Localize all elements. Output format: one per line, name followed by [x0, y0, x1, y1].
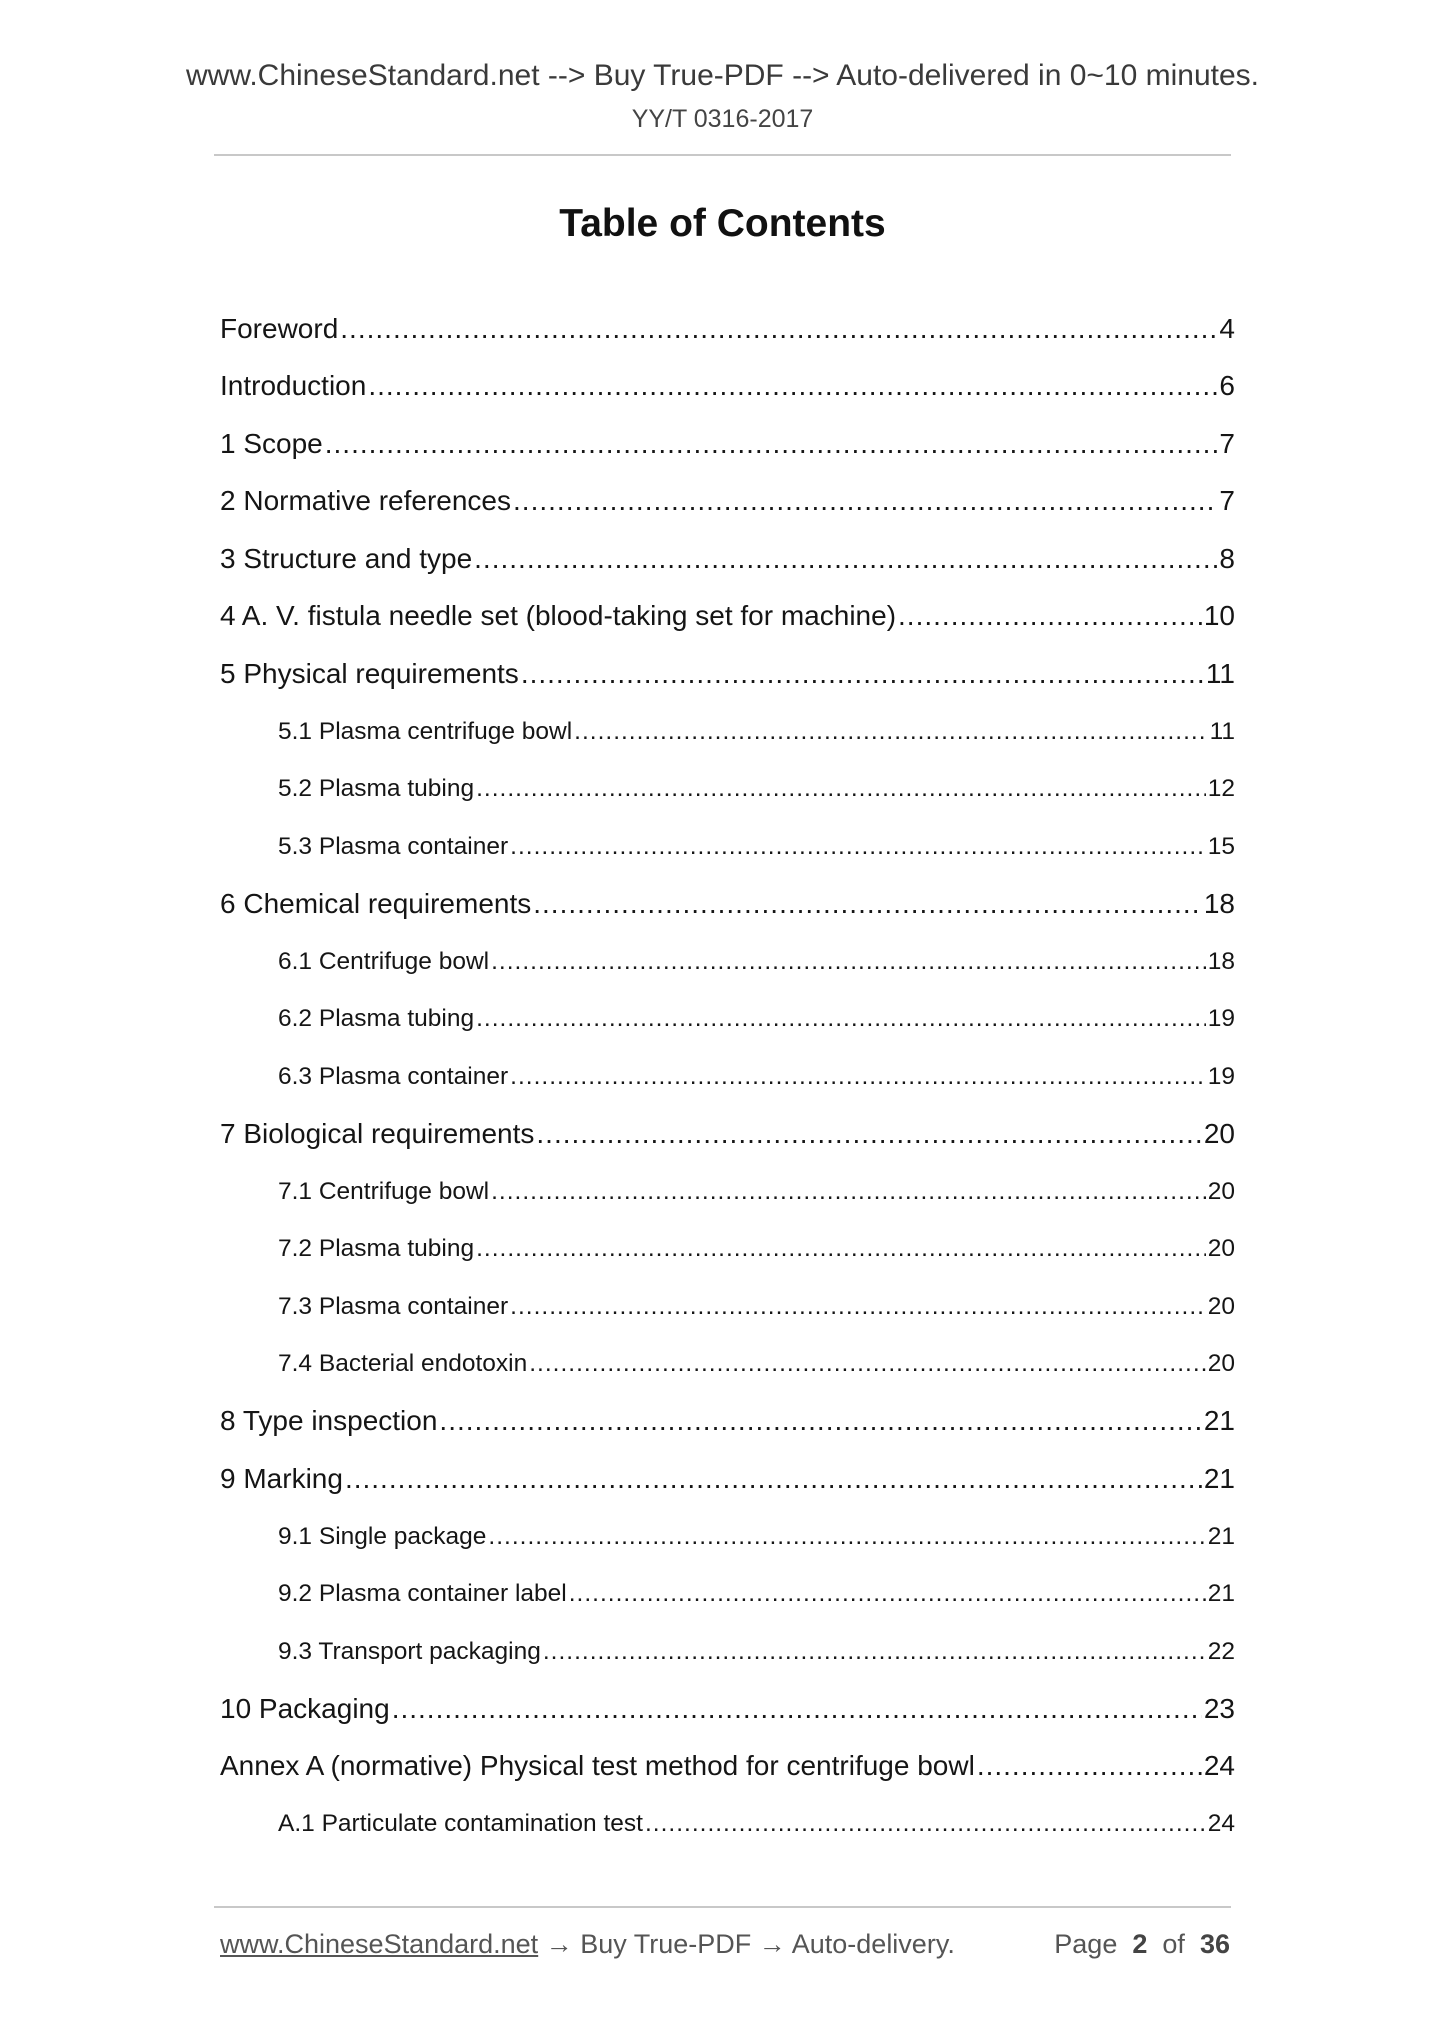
toc-subentry-plasma-tubing[interactable]: [278, 773, 1235, 805]
toc-entry-label: 7.3 Plasma container: [278, 1293, 509, 1320]
footer-promo-text: → Buy True-PDF → Auto-delivery.: [538, 1929, 955, 1959]
toc-leader-dots: [476, 773, 1206, 805]
header-banner: www.ChineseStandard.net --> Buy True-PDF --> Auto-delivered in 0~10 minutes.: [185, 59, 1260, 92]
toc-entry-label: Introduction: [220, 370, 367, 401]
toc-leader-dots: [476, 1233, 1206, 1265]
toc-entry-page: 18: [1207, 948, 1235, 975]
toc-entry-type-inspection[interactable]: [220, 1403, 1235, 1439]
toc-entry-page: 8: [1219, 543, 1235, 574]
of-word: of: [1162, 1929, 1185, 1959]
toc-leader-dots: [325, 426, 1218, 462]
toc-entry-label: 6.2 Plasma tubing: [278, 1005, 475, 1032]
toc-leader-dots: [521, 656, 1204, 692]
toc-subentry-centrifuge-bowl[interactable]: [278, 1176, 1235, 1208]
toc-entry-label: 6.1 Centrifuge bowl: [278, 948, 490, 975]
toc-entry-structure-and-type[interactable]: [220, 541, 1235, 577]
toc-entry-label: 10 Packaging: [220, 1693, 390, 1724]
toc-entry-page: 20: [1207, 1178, 1235, 1205]
toc-leader-dots: [488, 1521, 1205, 1553]
toc-entry-page: 12: [1207, 775, 1235, 802]
toc-entry-label: 4 A. V. fistula needle set (blood-taking set for machine): [220, 600, 897, 631]
toc-entry-page: 21: [1203, 1463, 1235, 1494]
toc-subentry-particulate-contamination-test[interactable]: [278, 1808, 1235, 1840]
toc-entry-label: 6 Chemical requirements: [220, 888, 532, 919]
total-pages-number: 36: [1199, 1929, 1230, 1959]
toc-entry-scope[interactable]: [220, 426, 1235, 462]
toc-entry-page: 19: [1207, 1005, 1235, 1032]
toc-subentry-centrifuge-bowl[interactable]: [278, 946, 1235, 978]
toc-entry-page: 23: [1203, 1693, 1235, 1724]
toc-entry-label: 9.3 Transport packaging: [278, 1638, 541, 1665]
page-title: Table of Contents: [559, 202, 886, 245]
toc-entry-label: 5.2 Plasma tubing: [278, 775, 475, 802]
current-page-number: 2: [1132, 1929, 1148, 1959]
toc-entry-marking[interactable]: [220, 1461, 1235, 1497]
toc-entry-page: 20: [1207, 1293, 1235, 1320]
toc-leader-dots: [645, 1808, 1206, 1840]
toc-entry-label: Annex A (normative) Physical test method for centrifuge bowl: [220, 1750, 975, 1781]
toc-entry-physical-requirements[interactable]: [220, 656, 1235, 692]
toc-entry-page: 20: [1207, 1235, 1235, 1262]
page-indicator: [1054, 1924, 1230, 1964]
toc-entry-page: 4: [1219, 313, 1235, 344]
page-footer: [220, 1924, 1230, 1964]
toc-entry-page: 19: [1207, 1063, 1235, 1090]
toc-leader-dots: [345, 1461, 1202, 1497]
toc-entry-label: 7.1 Centrifuge bowl: [278, 1178, 490, 1205]
toc-leader-dots: [491, 946, 1206, 978]
toc-leader-dots: [392, 1691, 1202, 1727]
toc-subentry-plasma-container[interactable]: [278, 1061, 1235, 1093]
toc-entry-introduction[interactable]: [220, 368, 1235, 404]
document-code: YY/T 0316-2017: [631, 105, 814, 133]
toc-entry-chemical-requirements[interactable]: [220, 886, 1235, 922]
toc-entry-page: 7: [1219, 485, 1235, 516]
toc-leader-dots: [491, 1176, 1206, 1208]
toc-entry-label: 5.3 Plasma container: [278, 833, 509, 860]
toc-entry-page: 10: [1203, 600, 1235, 631]
toc-subentry-plasma-tubing[interactable]: [278, 1233, 1235, 1265]
toc-entry-page: 21: [1207, 1523, 1235, 1550]
toc-entry-page: 11: [1205, 658, 1235, 689]
toc-leader-dots: [569, 1578, 1206, 1610]
toc-entry-label: 3 Structure and type: [220, 543, 473, 574]
toc-leader-dots: [510, 1291, 1206, 1323]
toc-entry-page: 18: [1203, 888, 1235, 919]
toc-entry-label: 5 Physical requirements: [220, 658, 519, 689]
toc-entry-page: 20: [1207, 1350, 1235, 1377]
toc-entry-page: 11: [1209, 718, 1235, 745]
toc-leader-dots: [536, 1116, 1201, 1152]
toc-entry-label: 6.3 Plasma container: [278, 1063, 509, 1090]
toc-entry-foreword[interactable]: [220, 311, 1235, 347]
toc-entry-page: 15: [1207, 833, 1235, 860]
toc-leader-dots: [574, 716, 1207, 748]
toc-leader-dots: [533, 886, 1202, 922]
toc-leader-dots: [476, 1003, 1206, 1035]
toc-entry-label: 8 Type inspection: [220, 1405, 438, 1436]
toc-entry-label: 9 Marking: [220, 1463, 343, 1494]
toc-leader-dots: [529, 1348, 1205, 1380]
toc-entry-label: 7.2 Plasma tubing: [278, 1235, 475, 1262]
toc-leader-dots: [474, 541, 1217, 577]
toc-entry-label: 1 Scope: [220, 428, 323, 459]
toc-entry-page: 22: [1207, 1638, 1235, 1665]
toc-leader-dots: [543, 1636, 1206, 1668]
toc-entry-label: 9.1 Single package: [278, 1523, 487, 1550]
toc-subentry-bacterial-endotoxin[interactable]: [278, 1348, 1235, 1380]
table-of-contents: [220, 0, 1235, 2044]
page-word: Page: [1054, 1929, 1118, 1959]
toc-entry-label: 2 Normative references: [220, 485, 512, 516]
toc-entry-label: Foreword: [220, 313, 339, 344]
toc-entry-page: 21: [1207, 1580, 1235, 1607]
toc-leader-dots: [898, 598, 1202, 634]
toc-entry-page: 20: [1203, 1118, 1235, 1149]
toc-entry-annex-a[interactable]: [220, 1748, 1235, 1784]
footer-divider: [214, 1906, 1231, 1908]
toc-leader-dots: [340, 311, 1217, 347]
toc-subentry-plasma-container[interactable]: [278, 1291, 1235, 1323]
toc-entry-normative-references[interactable]: [220, 483, 1235, 519]
toc-subentry-single-package[interactable]: [278, 1521, 1235, 1553]
toc-leader-dots: [439, 1403, 1201, 1439]
toc-leader-dots: [510, 1061, 1206, 1093]
toc-entry-biological-requirements[interactable]: [220, 1116, 1235, 1152]
toc-leader-dots: [368, 368, 1217, 404]
toc-subentry-plasma-tubing[interactable]: [278, 1003, 1235, 1035]
toc-leader-dots: [510, 831, 1206, 863]
toc-leader-dots: [977, 1748, 1202, 1784]
footer-promo: [220, 1924, 955, 1964]
toc-entry-page: 6: [1219, 370, 1235, 401]
toc-subentry-plasma-container[interactable]: [278, 831, 1235, 863]
toc-entry-page: 24: [1207, 1810, 1235, 1837]
toc-entry-label: 7 Biological requirements: [220, 1118, 535, 1149]
toc-entry-label: A.1 Particulate contamination test: [278, 1810, 643, 1837]
toc-entry-label: 7.4 Bacterial endotoxin: [278, 1350, 528, 1377]
toc-entry-packaging[interactable]: [220, 1691, 1235, 1727]
toc-entry-fistula-needle-set[interactable]: [220, 598, 1235, 634]
toc-subentry-transport-packaging[interactable]: [278, 1636, 1235, 1668]
toc-subentry-plasma-centrifuge-bowl[interactable]: [278, 716, 1235, 748]
toc-entry-label: 9.2 Plasma container label: [278, 1580, 567, 1607]
toc-entry-label: 5.1 Plasma centrifuge bowl: [278, 718, 573, 745]
toc-entry-page: 7: [1219, 428, 1235, 459]
footer-site-link[interactable]: www.ChineseStandard.net: [220, 1929, 539, 1959]
toc-subentry-plasma-container-label[interactable]: [278, 1578, 1235, 1610]
toc-entry-page: 24: [1203, 1750, 1235, 1781]
toc-leader-dots: [513, 483, 1217, 519]
toc-entry-page: 21: [1203, 1405, 1235, 1436]
